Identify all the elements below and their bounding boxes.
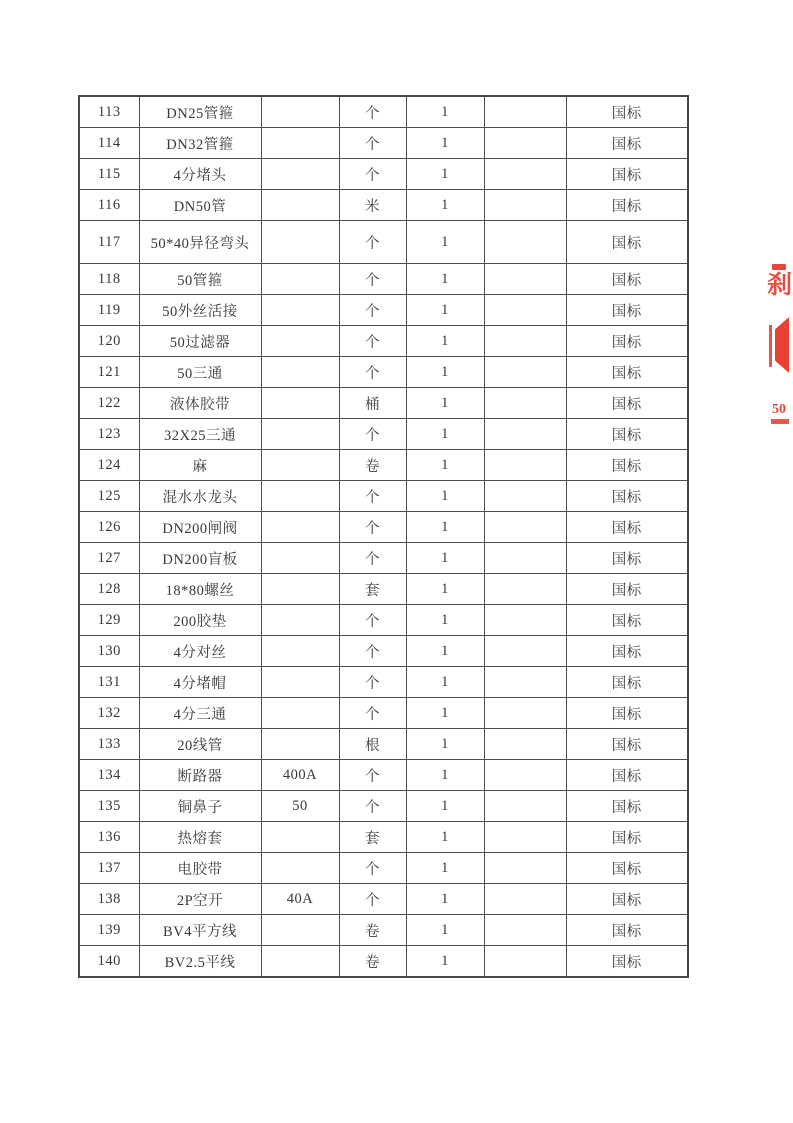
cell-name: 4分三通: [139, 698, 261, 729]
cell-remark: [484, 698, 566, 729]
cell-unit: 个: [339, 295, 406, 326]
cell-spec: 50: [261, 791, 339, 822]
cell-name: 50过滤器: [139, 326, 261, 357]
cell-spec: 400A: [261, 760, 339, 791]
cell-qty: 1: [406, 729, 484, 760]
cell-unit: 个: [339, 543, 406, 574]
cell-no: 138: [79, 884, 139, 915]
cell-remark: [484, 574, 566, 605]
cell-spec: [261, 295, 339, 326]
cell-name: DN200闸阀: [139, 512, 261, 543]
cell-unit: 套: [339, 822, 406, 853]
cell-remark: [484, 636, 566, 667]
cell-name: 液体胶带: [139, 388, 261, 419]
cell-unit: 套: [339, 574, 406, 605]
table-row: [79, 791, 688, 822]
cell-standard: 国标: [566, 159, 688, 190]
cell-no: 124: [79, 450, 139, 481]
cell-standard: 国标: [566, 853, 688, 884]
table-row: [79, 884, 688, 915]
cell-unit: 个: [339, 853, 406, 884]
cell-name: 18*80螺丝: [139, 574, 261, 605]
cell-qty: 1: [406, 791, 484, 822]
cell-remark: [484, 760, 566, 791]
cell-spec: [261, 357, 339, 388]
cell-standard: 国标: [566, 791, 688, 822]
cell-qty: 1: [406, 884, 484, 915]
cell-no: 134: [79, 760, 139, 791]
cell-name: 混水水龙头: [139, 481, 261, 512]
cell-qty: 1: [406, 159, 484, 190]
cell-no: 121: [79, 357, 139, 388]
cell-no: 123: [79, 419, 139, 450]
cell-qty: 1: [406, 326, 484, 357]
cell-remark: [484, 946, 566, 978]
cell-name: 50外丝活接: [139, 295, 261, 326]
cell-name: 麻: [139, 450, 261, 481]
table-row: [79, 605, 688, 636]
cell-standard: 国标: [566, 543, 688, 574]
cell-no: 120: [79, 326, 139, 357]
stamp-fragment-bar-top: [772, 264, 786, 270]
cell-unit: 个: [339, 159, 406, 190]
cell-standard: 国标: [566, 450, 688, 481]
table-row: [79, 450, 688, 481]
cell-name: 50管箍: [139, 264, 261, 295]
table-row: [79, 853, 688, 884]
cell-name: 2P空开: [139, 884, 261, 915]
cell-spec: [261, 667, 339, 698]
cell-qty: 1: [406, 760, 484, 791]
cell-unit: 个: [339, 96, 406, 128]
cell-no: 131: [79, 667, 139, 698]
cell-qty: 1: [406, 822, 484, 853]
table-row: [79, 946, 688, 978]
cell-no: 127: [79, 543, 139, 574]
cell-unit: 桶: [339, 388, 406, 419]
cell-unit: 个: [339, 698, 406, 729]
table-row: [79, 512, 688, 543]
cell-qty: 1: [406, 512, 484, 543]
table-row: [79, 760, 688, 791]
cell-remark: [484, 605, 566, 636]
cell-unit: 个: [339, 419, 406, 450]
cell-remark: [484, 481, 566, 512]
cell-standard: 国标: [566, 729, 688, 760]
table-row: [79, 574, 688, 605]
cell-no: 113: [79, 96, 139, 128]
cell-remark: [484, 791, 566, 822]
cell-spec: [261, 388, 339, 419]
cell-name: 200胶垫: [139, 605, 261, 636]
cell-name: DN25管箍: [139, 96, 261, 128]
cell-standard: 国标: [566, 946, 688, 978]
cell-remark: [484, 729, 566, 760]
cell-no: 119: [79, 295, 139, 326]
stamp-fragment-number: 50: [772, 402, 786, 417]
cell-no: 136: [79, 822, 139, 853]
cell-standard: 国标: [566, 326, 688, 357]
cell-no: 114: [79, 128, 139, 159]
cell-spec: [261, 853, 339, 884]
cell-standard: 国标: [566, 388, 688, 419]
cell-qty: 1: [406, 357, 484, 388]
table-row: [79, 264, 688, 295]
cell-name: 4分堵头: [139, 159, 261, 190]
cell-spec: [261, 698, 339, 729]
table-row: [79, 190, 688, 221]
cell-no: 115: [79, 159, 139, 190]
table-body: [79, 96, 688, 977]
cell-spec: [261, 264, 339, 295]
cell-standard: 国标: [566, 574, 688, 605]
cell-standard: 国标: [566, 636, 688, 667]
cell-qty: 1: [406, 190, 484, 221]
cell-spec: [261, 450, 339, 481]
cell-name: 50*40异径弯头: [139, 221, 261, 264]
cell-unit: 个: [339, 667, 406, 698]
cell-name: 4分对丝: [139, 636, 261, 667]
cell-qty: 1: [406, 667, 484, 698]
table-row: [79, 543, 688, 574]
cell-unit: 个: [339, 512, 406, 543]
cell-no: 116: [79, 190, 139, 221]
cell-spec: [261, 729, 339, 760]
cell-remark: [484, 128, 566, 159]
table-row: [79, 915, 688, 946]
table-row: [79, 96, 688, 128]
cell-qty: 1: [406, 481, 484, 512]
cell-remark: [484, 159, 566, 190]
cell-unit: 卷: [339, 915, 406, 946]
cell-qty: 1: [406, 543, 484, 574]
cell-no: 135: [79, 791, 139, 822]
cell-qty: 1: [406, 698, 484, 729]
cell-standard: 国标: [566, 605, 688, 636]
cell-name: 热熔套: [139, 822, 261, 853]
cell-unit: 个: [339, 326, 406, 357]
cell-standard: 国标: [566, 221, 688, 264]
table-row: [79, 388, 688, 419]
cell-qty: 1: [406, 946, 484, 978]
cell-standard: 国标: [566, 667, 688, 698]
cell-name: 铜鼻子: [139, 791, 261, 822]
cell-standard: 国标: [566, 481, 688, 512]
stamp-fragment-wedge: [775, 317, 789, 373]
cell-spec: [261, 190, 339, 221]
cell-spec: [261, 159, 339, 190]
cell-spec: [261, 543, 339, 574]
cell-no: 140: [79, 946, 139, 978]
cell-remark: [484, 357, 566, 388]
cell-name: 断路器: [139, 760, 261, 791]
cell-spec: [261, 419, 339, 450]
cell-standard: 国标: [566, 357, 688, 388]
cell-standard: 国标: [566, 419, 688, 450]
cell-spec: [261, 946, 339, 978]
cell-remark: [484, 221, 566, 264]
cell-standard: 国标: [566, 698, 688, 729]
cell-spec: [261, 481, 339, 512]
cell-standard: 国标: [566, 760, 688, 791]
cell-spec: [261, 128, 339, 159]
cell-spec: [261, 822, 339, 853]
cell-no: 117: [79, 221, 139, 264]
cell-standard: 国标: [566, 822, 688, 853]
cell-unit: 个: [339, 357, 406, 388]
cell-name: DN200盲板: [139, 543, 261, 574]
table-row: [79, 159, 688, 190]
cell-spec: [261, 221, 339, 264]
table-row: [79, 636, 688, 667]
cell-qty: 1: [406, 853, 484, 884]
cell-standard: 国标: [566, 96, 688, 128]
cell-name: DN50管: [139, 190, 261, 221]
cell-standard: 国标: [566, 915, 688, 946]
cell-remark: [484, 915, 566, 946]
table-row: [79, 667, 688, 698]
cell-remark: [484, 822, 566, 853]
table-row: [79, 698, 688, 729]
cell-qty: 1: [406, 636, 484, 667]
cell-standard: 国标: [566, 264, 688, 295]
cell-unit: 个: [339, 481, 406, 512]
cell-qty: 1: [406, 419, 484, 450]
cell-qty: 1: [406, 221, 484, 264]
cell-no: 132: [79, 698, 139, 729]
cell-name: 电胶带: [139, 853, 261, 884]
cell-unit: 米: [339, 190, 406, 221]
cell-no: 129: [79, 605, 139, 636]
cell-no: 118: [79, 264, 139, 295]
cell-spec: [261, 574, 339, 605]
cell-spec: [261, 96, 339, 128]
cell-remark: [484, 295, 566, 326]
table-row: [79, 326, 688, 357]
cell-no: 125: [79, 481, 139, 512]
materials-table: [78, 95, 689, 978]
cell-remark: [484, 388, 566, 419]
cell-standard: 国标: [566, 295, 688, 326]
cell-remark: [484, 884, 566, 915]
cell-remark: [484, 543, 566, 574]
cell-remark: [484, 667, 566, 698]
cell-no: 128: [79, 574, 139, 605]
table-row: [79, 128, 688, 159]
cell-qty: 1: [406, 388, 484, 419]
cell-spec: 40A: [261, 884, 339, 915]
cell-no: 130: [79, 636, 139, 667]
cell-spec: [261, 605, 339, 636]
cell-no: 133: [79, 729, 139, 760]
cell-no: 137: [79, 853, 139, 884]
cell-spec: [261, 636, 339, 667]
cell-no: 122: [79, 388, 139, 419]
cell-name: DN32管箍: [139, 128, 261, 159]
cell-remark: [484, 853, 566, 884]
cell-qty: 1: [406, 605, 484, 636]
cell-qty: 1: [406, 915, 484, 946]
table-row: [79, 357, 688, 388]
cell-spec: [261, 915, 339, 946]
cell-name: 4分堵帽: [139, 667, 261, 698]
cell-name: 50三通: [139, 357, 261, 388]
table-row: [79, 295, 688, 326]
stamp-fragment-glyph: 刹: [767, 272, 793, 299]
cell-unit: 根: [339, 729, 406, 760]
cell-name: BV2.5平线: [139, 946, 261, 978]
cell-remark: [484, 190, 566, 221]
cell-remark: [484, 419, 566, 450]
cell-standard: 国标: [566, 512, 688, 543]
cell-name: BV4平方线: [139, 915, 261, 946]
cell-unit: 个: [339, 221, 406, 264]
table-row: [79, 221, 688, 264]
cell-name: 32X25三通: [139, 419, 261, 450]
cell-unit: 卷: [339, 946, 406, 978]
cell-standard: 国标: [566, 884, 688, 915]
cell-qty: 1: [406, 128, 484, 159]
cell-qty: 1: [406, 264, 484, 295]
cell-qty: 1: [406, 574, 484, 605]
table-row: [79, 419, 688, 450]
cell-unit: 个: [339, 605, 406, 636]
cell-qty: 1: [406, 295, 484, 326]
table-row: [79, 822, 688, 853]
cell-unit: 卷: [339, 450, 406, 481]
cell-unit: 个: [339, 128, 406, 159]
stamp-fragment-bar-bottom: [771, 419, 789, 424]
cell-standard: 国标: [566, 190, 688, 221]
cell-no: 126: [79, 512, 139, 543]
cell-unit: 个: [339, 884, 406, 915]
cell-remark: [484, 512, 566, 543]
cell-unit: 个: [339, 791, 406, 822]
cell-no: 139: [79, 915, 139, 946]
cell-standard: 国标: [566, 128, 688, 159]
cell-remark: [484, 450, 566, 481]
cell-unit: 个: [339, 760, 406, 791]
cell-qty: 1: [406, 450, 484, 481]
stamp-fragment-wedge-line: [769, 325, 772, 367]
cell-remark: [484, 264, 566, 295]
cell-unit: 个: [339, 264, 406, 295]
cell-spec: [261, 326, 339, 357]
cell-remark: [484, 96, 566, 128]
cell-spec: [261, 512, 339, 543]
cell-qty: 1: [406, 96, 484, 128]
cell-unit: 个: [339, 636, 406, 667]
cell-remark: [484, 326, 566, 357]
cell-name: 20线管: [139, 729, 261, 760]
table-row: [79, 729, 688, 760]
table-row: [79, 481, 688, 512]
